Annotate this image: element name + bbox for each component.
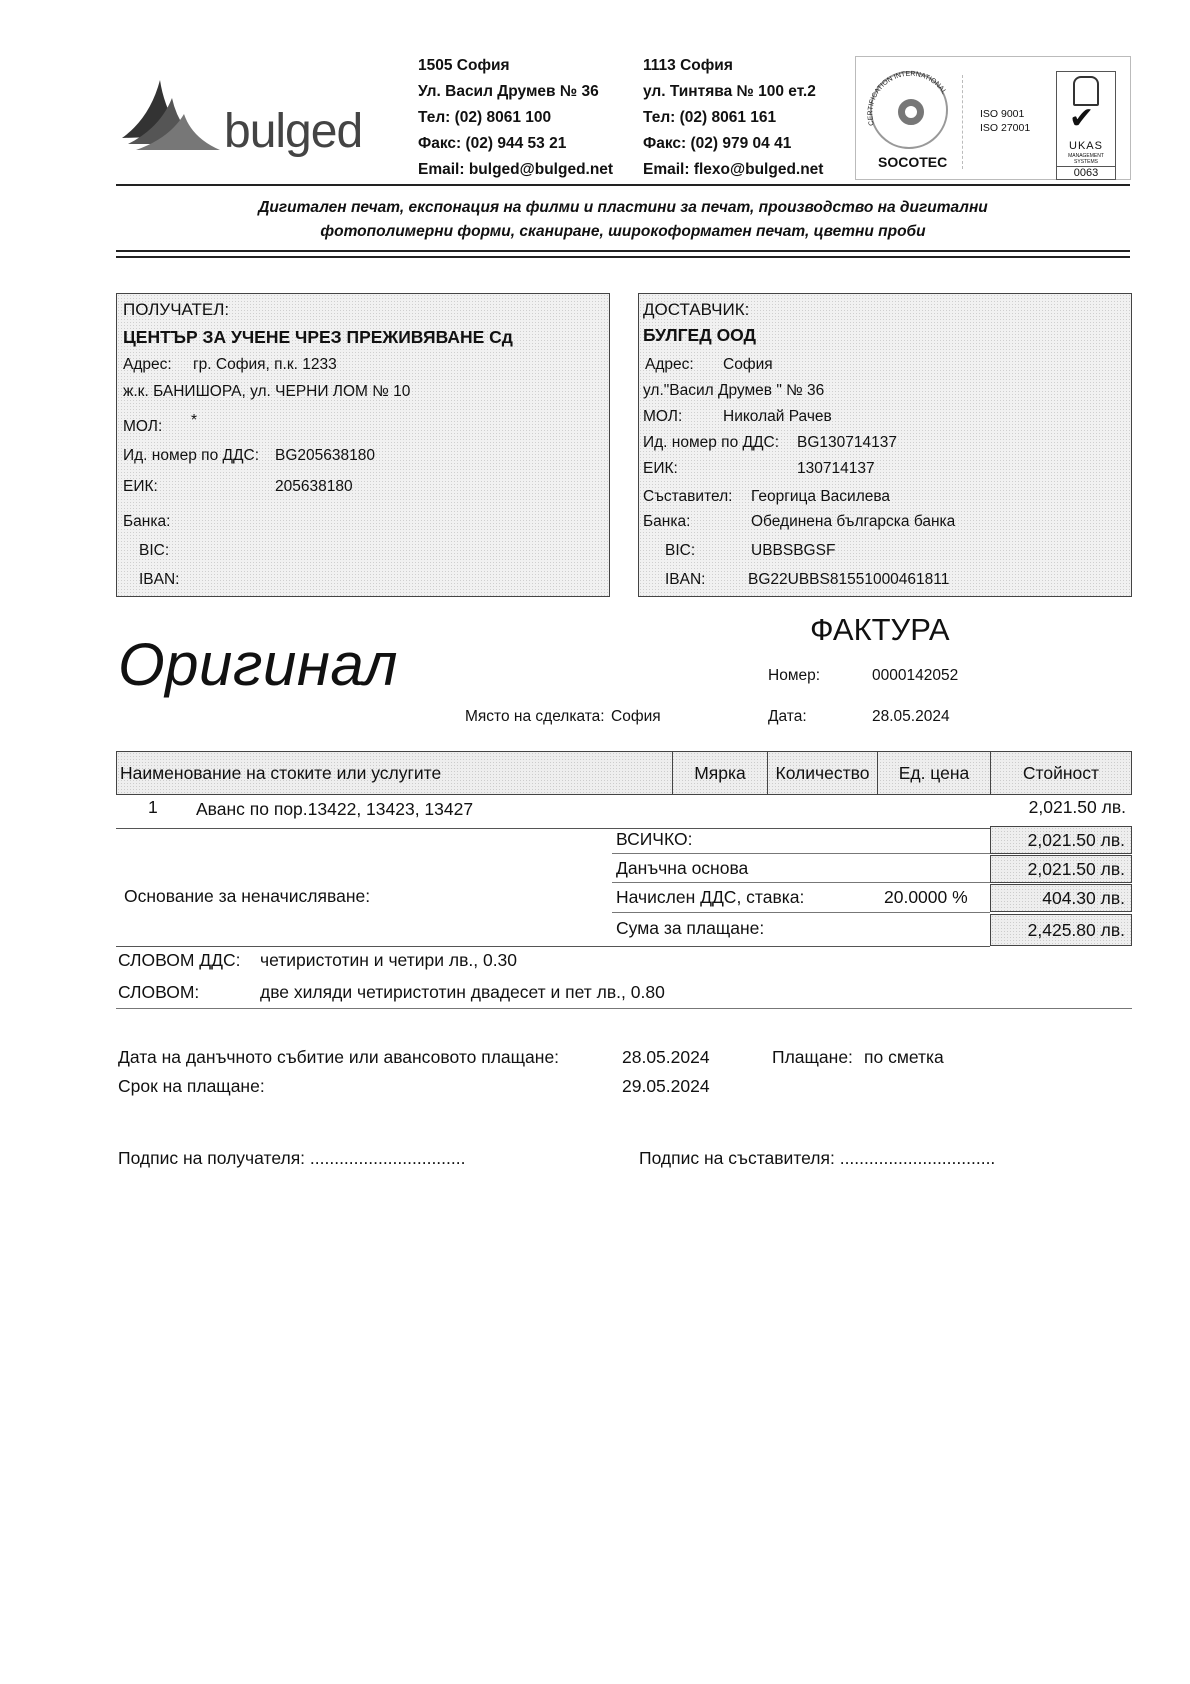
words-total-label: СЛОВОМ: <box>118 982 200 1002</box>
due-date-label: Срок на плащане: <box>118 1076 265 1096</box>
recipient-iban-label: IBAN: <box>139 571 180 588</box>
supplier-address-label: Адрес: <box>645 356 694 373</box>
payable-label: Сума за плащане: <box>616 918 765 938</box>
supplier-mol-value: Николай Рачев <box>723 408 832 425</box>
supplier-box <box>638 293 1132 597</box>
supplier-address-line2: ул."Васил Друмев " № 36 <box>643 382 825 399</box>
recipient-mol-value: * <box>191 412 198 429</box>
supplier-bank-label: Банка: <box>643 513 691 530</box>
col-qty-header: Количество <box>767 752 877 794</box>
iso-9001-label: ISO 9001 <box>980 108 1025 120</box>
ukas-number: 0063 <box>1056 167 1116 180</box>
items-table-header <box>116 751 1132 795</box>
supplier-name: БУЛГЕД ООД <box>643 325 757 345</box>
logo-swoosh-icon <box>120 78 230 160</box>
supplier-author-value: Георгица Василева <box>751 488 891 505</box>
tagline-line-2: фотополимерни форми, сканиране, широкоформатен печат, цветни проби <box>320 223 926 240</box>
svg-text:CERTIFICATION INTERNATIONAL: CERTIFICATION INTERNATIONAL <box>867 70 948 127</box>
supplier-eik-value: 130714137 <box>797 460 875 477</box>
supplier-bank-value: Обединена българска банка <box>751 513 956 530</box>
supplier-bic-value: UBBSBGSF <box>751 542 836 559</box>
supplier-heading: ДОСТАВЧИК: <box>643 300 750 319</box>
office-1-street: Ул. Васил Друмев № 36 <box>418 83 599 100</box>
recipient-vat-value: BG205638180 <box>275 447 375 464</box>
ukas-badge <box>1056 71 1116 167</box>
due-date-value: 29.05.2024 <box>622 1076 710 1096</box>
supplier-eik-label: ЕИК: <box>643 460 678 477</box>
all-label: ВСИЧКО: <box>616 829 693 849</box>
row-description: Аванс по пор.13422, 13423, 13427 <box>196 799 474 819</box>
recipient-eik-value: 205638180 <box>275 478 353 495</box>
supplier-vat-value: BG130714137 <box>797 434 897 451</box>
words-bottom-line <box>116 1008 1132 1009</box>
recipient-bank-label: Банка: <box>123 513 171 530</box>
recipient-box <box>116 293 610 597</box>
exempt-basis-label: Основание за неначисляване: <box>124 886 371 906</box>
iso-labels <box>980 107 1030 135</box>
supplier-mol-label: МОЛ: <box>643 408 683 425</box>
ukas-subtitle: MANAGEMENT SYSTEMS <box>1068 153 1104 165</box>
company-tagline <box>116 196 1130 244</box>
tagline-divider-2 <box>116 256 1130 258</box>
certification-logos <box>855 56 1131 180</box>
original-stamp: Оригинал <box>118 631 398 698</box>
tagline-divider-1 <box>116 250 1130 252</box>
vat-rate: 20.0000 % <box>884 887 968 907</box>
recipient-mol-label: МОЛ: <box>123 418 163 435</box>
office-2-street: ул. Тинтява № 100 ет.2 <box>643 83 816 100</box>
office-2-city: 1113 София <box>643 57 733 74</box>
recipient-vat-label: Ид. номер по ДДС: <box>123 447 259 464</box>
vat-value: 404.30 лв. <box>990 884 1132 912</box>
supplier-address-value: София <box>723 356 773 373</box>
office-1-address <box>418 53 613 183</box>
office-2-phone: Тел: (02) 8061 161 <box>643 109 777 126</box>
checkmark-icon: ✔ <box>1069 102 1095 135</box>
recipient-bic-label: BIC: <box>139 542 170 559</box>
summary-line-1 <box>612 853 990 854</box>
event-date-label: Дата на данъчното събитие или авансовото плащане: <box>118 1047 560 1067</box>
recipient-address-label: Адрес: <box>123 356 172 373</box>
tax-base-label: Данъчна основа <box>616 858 749 878</box>
author-signature: Подпис на съставителя: ................................ <box>639 1148 996 1168</box>
payment-label: Плащане: <box>772 1047 853 1067</box>
invoice-number-value: 0000142052 <box>872 667 959 684</box>
words-total-value: две хиляди четиристотин двадесет и пет лв., 0.80 <box>260 982 665 1002</box>
invoice-number-label: Номер: <box>768 667 821 684</box>
deal-place-value: София <box>611 708 661 725</box>
payment-value: по сметка <box>864 1047 944 1067</box>
row-total: 2,021.50 лв. <box>1028 797 1126 817</box>
payable-value: 2,425.80 лв. <box>990 914 1132 946</box>
col-total-header: Стойност <box>990 752 1131 794</box>
summary-line-3 <box>612 912 990 913</box>
deal-place-label: Място на сделката: <box>465 708 605 725</box>
all-value: 2,021.50 лв. <box>990 826 1132 854</box>
cert-arc-text <box>864 65 956 157</box>
tax-base-value: 2,021.50 лв. <box>990 855 1132 883</box>
event-date-value: 28.05.2024 <box>622 1047 710 1067</box>
tagline-line-1: Дигитален печат, експонация на филми и пластини за печат, производство на дигитални <box>258 199 988 216</box>
supplier-author-label: Съставител: <box>643 488 733 505</box>
summary-line-2 <box>612 882 990 883</box>
vat-label: Начислен ДДС, ставка: <box>616 887 805 907</box>
header-divider <box>116 184 1130 186</box>
invoice-title: ФАКТУРА <box>810 612 950 647</box>
supplier-iban-label: IBAN: <box>665 571 706 588</box>
office-1-city: 1505 София <box>418 57 510 74</box>
recipient-address-line2: ж.к. БАНИШОРА, ул. ЧЕРНИ ЛОМ № 10 <box>123 383 411 400</box>
iso-27001-label: ISO 27001 <box>980 122 1031 134</box>
office-1-fax: Факс: (02) 944 53 21 <box>418 135 567 152</box>
words-vat-label: СЛОВОМ ДДС: <box>118 950 241 970</box>
recipient-heading: ПОЛУЧАТЕЛ: <box>123 300 230 319</box>
words-vat-value: четиристотин и четири лв., 0.30 <box>260 950 518 970</box>
supplier-iban-value: BG22UBBS81551000461811 <box>748 571 950 588</box>
supplier-vat-label: Ид. номер по ДДС: <box>643 434 779 451</box>
col-price-header: Ед. цена <box>877 752 990 794</box>
recipient-name: ЦЕНТЪР ЗА УЧЕНЕ ЧРЕЗ ПРЕЖИВЯВАНЕ Сд <box>123 327 513 347</box>
supplier-bic-label: BIC: <box>665 542 696 559</box>
recipient-signature: Подпис на получателя: ................................ <box>118 1148 466 1168</box>
office-2-fax: Факс: (02) 979 04 41 <box>643 135 792 152</box>
office-2-email: Email: flexo@bulged.net <box>643 161 824 178</box>
ukas-label: UKAS <box>1069 140 1103 152</box>
logo-wordmark: bulged <box>224 105 363 158</box>
office-1-email: Email: bulged@bulged.net <box>418 161 614 178</box>
col-name-header: Наименование на стоките или услугите <box>120 763 442 783</box>
summary-bottom-line <box>116 946 990 947</box>
office-1-phone: Тел: (02) 8061 100 <box>418 109 552 126</box>
invoice-date-value: 28.05.2024 <box>872 708 950 725</box>
recipient-address-value: гр. София, п.к. 1233 <box>193 356 337 373</box>
invoice-date-label: Дата: <box>768 708 807 725</box>
company-logo <box>120 78 390 160</box>
col-unit-header: Мярка <box>672 752 767 794</box>
row-number: 1 <box>148 797 158 817</box>
recipient-eik-label: ЕИК: <box>123 478 158 495</box>
socotec-label: SOCOTEC <box>878 154 948 170</box>
office-2-address <box>643 53 823 183</box>
